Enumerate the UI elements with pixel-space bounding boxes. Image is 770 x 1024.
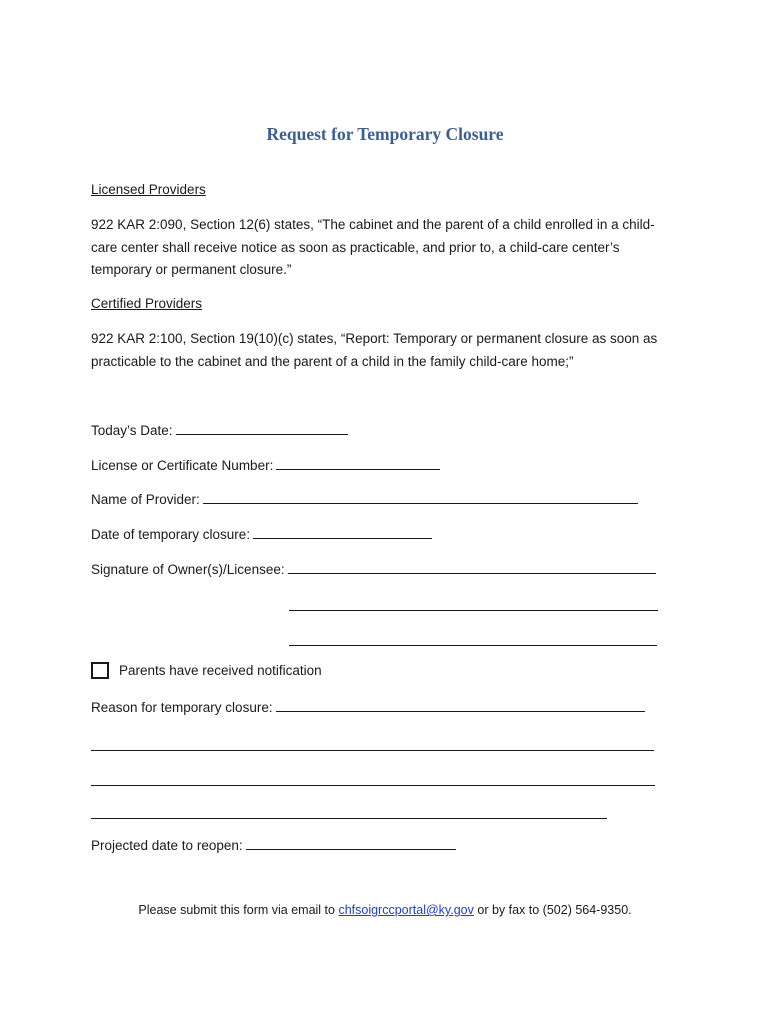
signature-field-1[interactable] xyxy=(288,561,656,574)
footer-text-after: or by fax to (502) 564-9350. xyxy=(473,903,632,917)
reason-field-3[interactable] xyxy=(91,785,655,786)
parents-notified-label: Parents have received notification xyxy=(119,663,322,678)
reason-field-2[interactable] xyxy=(91,750,654,751)
signature-field-3[interactable] xyxy=(289,645,657,646)
licensed-providers-heading: Licensed Providers xyxy=(91,182,206,197)
license-number-field[interactable] xyxy=(276,457,440,470)
reason-label: Reason for temporary closure: xyxy=(91,700,273,715)
submission-instructions xyxy=(0,903,770,917)
reopen-date-label: Projected date to reopen: xyxy=(91,838,243,853)
reason-row xyxy=(91,699,645,715)
licensed-providers-text: 922 KAR 2:090, Section 12(6) states, “The cabinet and the parent of a child enrolled in a child-care center shall receive notice as soon as practicable, and prior to, a child-care center’s temporary or permanent closure.” xyxy=(91,217,655,277)
page-title: Request for Temporary Closure xyxy=(266,124,504,144)
todays-date-field[interactable] xyxy=(176,422,348,435)
closure-date-field[interactable] xyxy=(253,526,432,539)
provider-name-label: Name of Provider: xyxy=(91,492,200,507)
reason-field-1[interactable] xyxy=(276,699,645,712)
certified-providers-text: 922 KAR 2:100, Section 19(10)(c) states, “Report: Temporary or permanent closure as soon as practicable to the cabinet and the parent of a child in the family child-care home;” xyxy=(91,331,658,369)
reopen-date-row xyxy=(91,837,456,853)
reason-field-4[interactable] xyxy=(91,818,607,819)
signature-label: Signature of Owner(s)/Licensee: xyxy=(91,562,285,577)
todays-date-row xyxy=(91,422,348,438)
notification-checkbox-row xyxy=(91,662,322,679)
parents-notified-checkbox[interactable] xyxy=(91,662,109,679)
license-number-row xyxy=(91,457,440,473)
reopen-date-field[interactable] xyxy=(246,837,456,850)
todays-date-label: Today’s Date: xyxy=(91,423,173,438)
signature-row xyxy=(91,561,656,577)
provider-name-row xyxy=(91,491,638,507)
provider-name-field[interactable] xyxy=(203,491,638,504)
license-number-label: License or Certificate Number: xyxy=(91,458,274,473)
signature-field-2[interactable] xyxy=(289,610,658,611)
certified-providers-heading: Certified Providers xyxy=(91,296,203,311)
footer-text-before: Please submit this form via email to xyxy=(138,903,339,917)
submission-email-link[interactable]: chfsoigrccportal@ky.gov xyxy=(338,903,474,917)
closure-date-row xyxy=(91,526,432,542)
closure-date-label: Date of temporary closure: xyxy=(91,527,251,542)
